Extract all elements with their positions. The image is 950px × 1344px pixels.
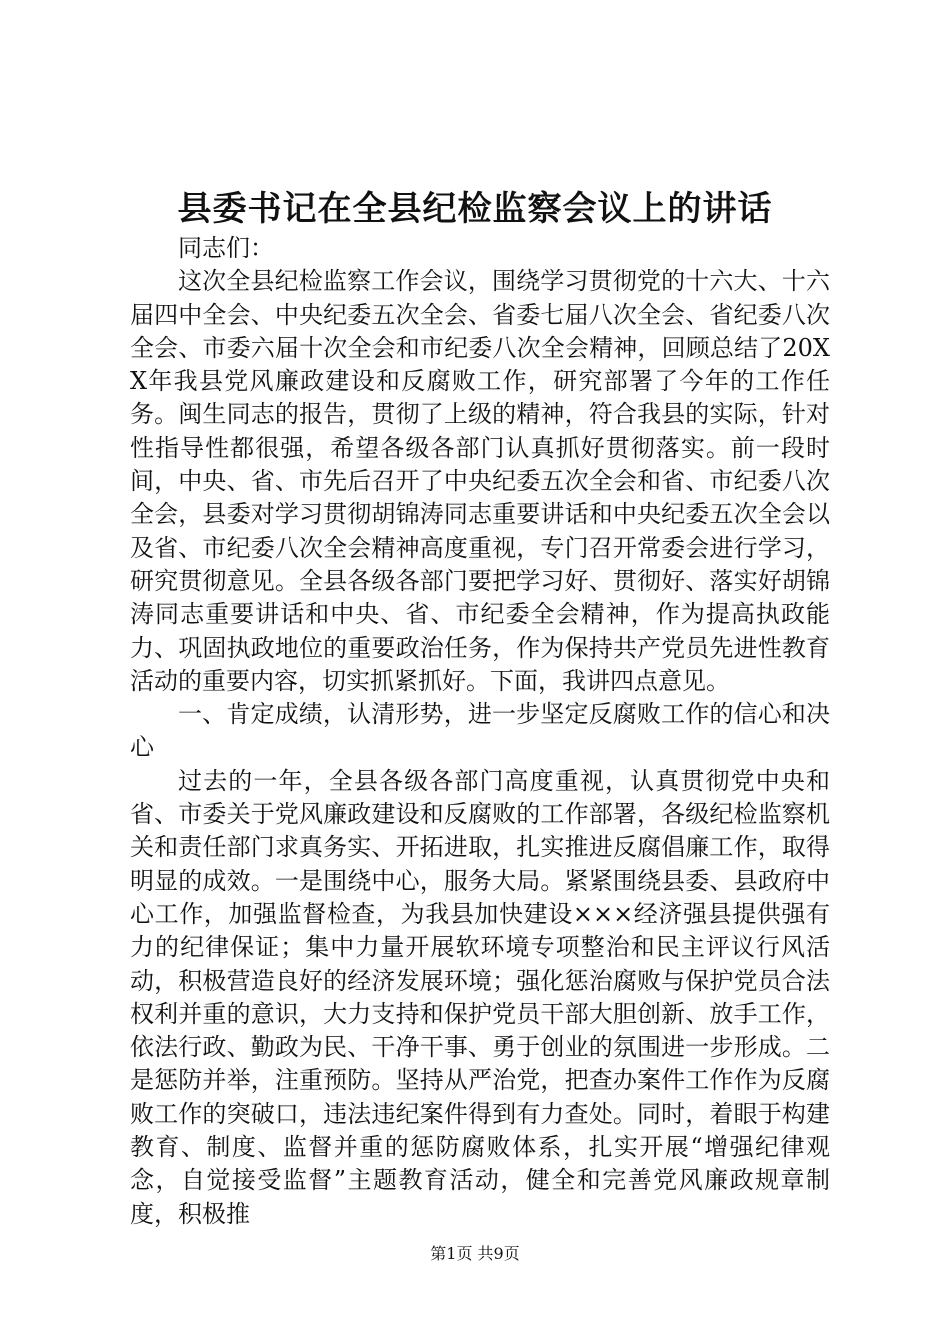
body-paragraph: 这次全县纪检监察工作会议，围绕学习贯彻党的十六大、十六届四中全会、中央纪委五次全会、省委七届八次全会、省纪委八次全会、市委六届十次全会和市纪委八次全会精神，回顾总结了20XX年我县党风廉政建设和反腐败工作，研究部署了今年的工作任务。闽生同志的报告，贯彻了上级的精神，符合我县的实际，针对性指导性都很强，希望各级各部门认真抓好贯彻落实。前一段时间，中央、省、市先后召开了中央纪委五次全会和省、市纪委八次全会，县委对学习贯彻胡锦涛同志重要讲话和中央纪委五次全会以及省、市纪委八次全会精神高度重视，专门召开常委会进行学习，研究贯彻意见。全县各级各部门要把学习好、贯彻好、落实好胡锦涛同志重要讲话和中央、省、市纪委全会精神，作为提高执政能力、巩固执政地位的重要政治任务，作为保持共产党员先进性教育活动的重要内容，切实抓紧抓好。下面，我讲四点意见。 [130, 267, 830, 695]
document-title: 县委书记在全县纪检监察会议上的讲话 [177, 189, 773, 229]
section-heading: 一、肯定成绩，认清形势，进一步坚定反腐败工作的信心和决心 [130, 700, 830, 762]
body-paragraph: 过去的一年，全县各级各部门高度重视，认真贯彻党中央和省、市委关于党风廉政建设和反腐败的工作部署，各级纪检监察机关和责任部门求真务实、开拓进取，扎实推进反腐倡廉工作，取得明显的成效。一是围绕中心，服务大局。紧紧围绕县委、县政府中心工作，加强监督检查，为我县加快建设×××经济强县提供强有力的纪律保证；集中力量开展软环境专项整治和民主评议行风活动，积极营造良好的经济发展环境；强化惩治腐败与保护党员合法权利并重的意识，大力支持和保护党员干部大胆创新、放手工作，依法行政、勤政为民、干净干事、勇于创业的氛围进一步形成。二是惩防并举，注重预防。坚持从严治党，把查办案件工作作为反腐败工作的突破口，违法违纪案件得到有力查处。同时，着眼于构建教育、制度、监督并重的惩防腐败体系，扎实开展“增强纪律观念，自觉接受监督”主题教育活动，健全和完善党风廉政规章制度，积极推 [130, 766, 830, 1228]
document-body [130, 232, 830, 1231]
salutation-paragraph: 同志们： [178, 234, 274, 262]
page-number-footer: 第1页 共9页 [430, 1244, 520, 1263]
